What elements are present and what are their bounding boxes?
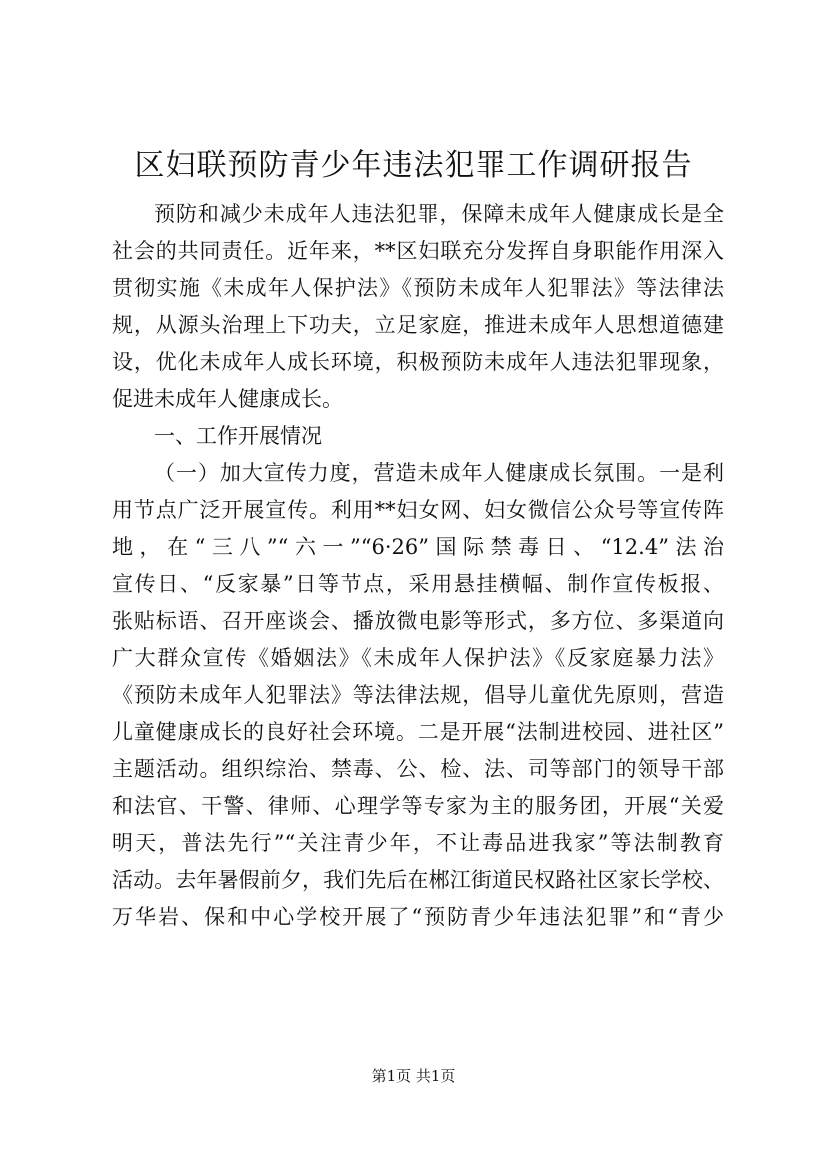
body-line: 和法官、干警、律师、心理学等专家为主的服务团，开展“关爱 — [112, 794, 724, 818]
document-title: 区妇联预防青少年违法犯罪工作调研报告 — [134, 148, 693, 183]
document-body — [112, 196, 724, 936]
body-line: 儿童健康成长的良好社会环境。二是开展“法制进校园、进社区” — [112, 720, 724, 744]
body-line: 社会的共同责任。近年来，**区妇联充分发挥自身职能作用深入 — [112, 239, 724, 263]
body-line: 主题活动。组织综治、禁毒、公、检、法、司等部门的领导干部 — [112, 757, 724, 781]
body-line: （一）加大宣传力度，营造未成年人健康成长氛围。一是利 — [154, 461, 724, 485]
page-number-footer: 第1页 共1页 — [371, 1067, 456, 1085]
body-line: 张贴标语、召开座谈会、播放微电影等形式，多方位、多渠道向 — [112, 609, 724, 633]
body-line: 《预防未成年人犯罪法》等法律法规，倡导儿童优先原则，营造 — [112, 683, 724, 707]
body-line: 万华岩、保和中心学校开展了“预防青少年违法犯罪”和“青少 — [112, 905, 724, 929]
body-line: 贯彻实施《未成年人保护法》《预防未成年人犯罪法》等法律法 — [112, 276, 724, 300]
body-line: 规，从源头治理上下功夫，立足家庭，推进未成年人思想道德建 — [112, 313, 724, 337]
body-line: 设，优化未成年人成长环境，积极预防未成年人违法犯罪现象， — [112, 350, 724, 374]
body-line: 宣传日、“反家暴”日等节点，采用悬挂横幅、制作宣传板报、 — [112, 572, 724, 596]
body-line: 促进未成年人健康成长。 — [112, 387, 343, 411]
body-line: 广大群众宣传《婚姻法》《未成年人保护法》《反家庭暴力法》 — [112, 646, 724, 670]
body-line: 明天，普法先行”“关注青少年，不让毒品进我家”等法制教育 — [112, 831, 724, 855]
body-line: 地，在“三八”“六一”“6·26”国际禁毒日、“12.4”法治 — [112, 535, 724, 559]
body-line: 用节点广泛开展宣传。利用**妇女网、妇女微信公众号等宣传阵 — [112, 498, 724, 522]
body-line: 预防和减少未成年人违法犯罪，保障未成年人健康成长是全 — [154, 202, 724, 226]
body-line: 活动。去年暑假前夕，我们先后在郴江街道民权路社区家长学校、 — [112, 868, 724, 892]
section-heading: 一、工作开展情况 — [154, 424, 322, 448]
